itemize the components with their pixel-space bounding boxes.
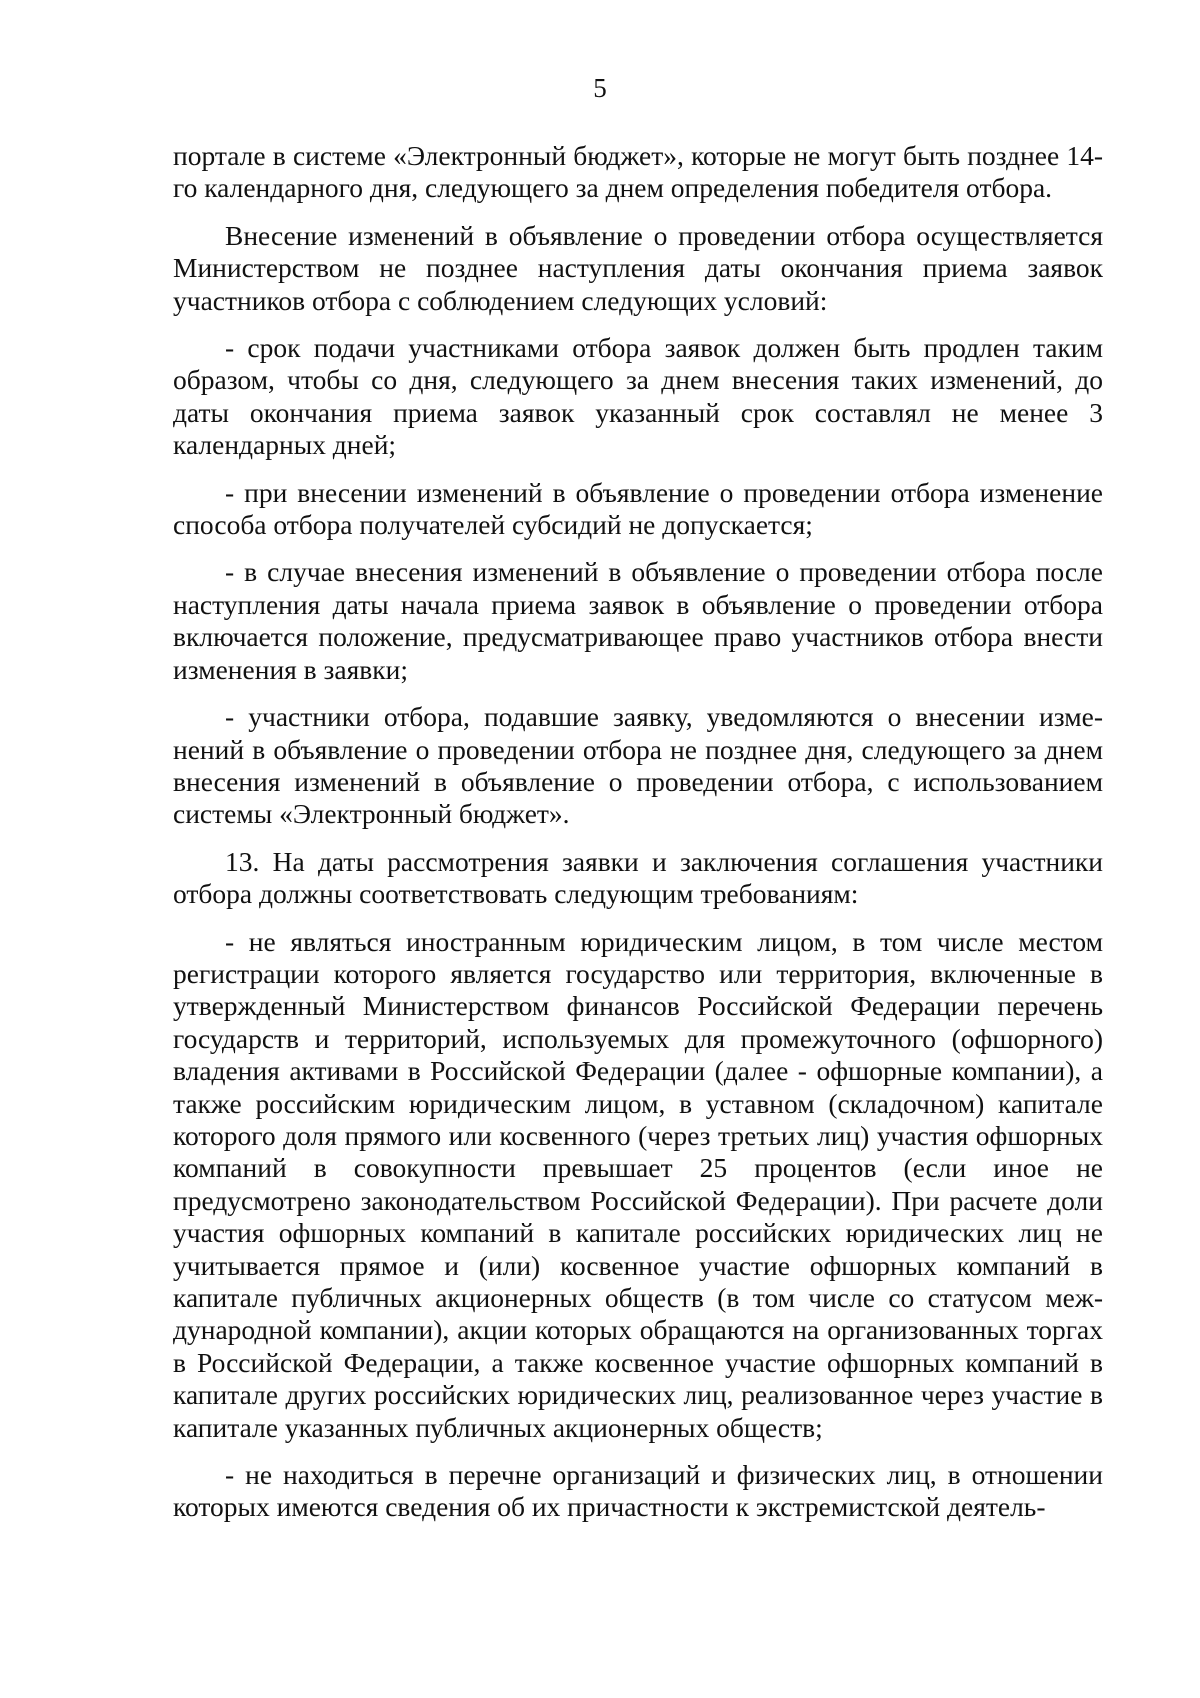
paragraph-continuation: портале в системе «Электронный бюджет», которые не могут быть позднее 14-го календарного дня, следующего за днем определения победителя отбора. [173, 140, 1103, 204]
paragraph-section-13: 13. На даты рассмотрения заявки и заключения соглашения участники отбора должны соответствовать следующим требованиям: [173, 845, 1103, 910]
paragraph-amendment-intro: Внесение изменений в объявление о проведении отбора осуществляется Министерством не позднее наступления даты окончания приема заявок участников отбора с соблюдением следующих условий: [173, 219, 1103, 316]
paragraph-deadline-extension: - срок подачи участниками отбора заявок должен быть продлен таким образом, чтобы со дня, следующего за днем внесения таких изменений, до даты окончания приема заявок указанный срок составлял не менее 3 календарных дней; [173, 332, 1103, 461]
paragraph-method-change: - при внесении изменений в объявление о проведении отбора изменение способа отбора получателей субсидий не допускается; [173, 476, 1103, 541]
paragraph-participant-notice: - участники отбора, подавшие заявку, уведомляются о внесении изменений в объявление о проведении отбора не позднее дня, следующего за днем внесения изменений в объявление о проведении отбора, с использованием системы «Электронный бюджет». [173, 701, 1103, 830]
document-body [173, 140, 1103, 1539]
paragraph-application-changes: - в случае внесения изменений в объявление о проведении отбора после наступления даты начала приема заявок в объявление о проведении отбора включается положение, предусматривающее право участников отбора внести изменения в заявки; [173, 556, 1103, 685]
page-number: 5 [593, 73, 607, 103]
paragraph-offshore-requirement: - не являться иностранным юридическим лицом, в том числе местом регистрации которого является государство или территория, включенные в утвержденный Министерством финансов Российской Федерации перечень государств и территорий, используемых для промежуточного (офшорного) владения активами в Российской Федерации (далее - офшорные компании), а также российским юридическим лицом, в уставном (складочном) капитале которого доля прямого или косвенного (через третьих лиц) участия офшорных компаний в совокупности превышает 25 процентов (если иное не предусмотрено законодательством Российской Федерации). При расчете доли участия офшорных компаний в капитале российских юридических лиц не учитывается прямое и (или) косвенное участие офшорных компаний в капитале публичных акционерных обществ (в том числе со статусом международной компании), акции которых обращаются на организованных торгах в Российской Федерации, а также косвенное участие офшорных компаний в капитале других российских юридических лиц, реализованное через участие в капитале указанных публичных акционерных обществ; [173, 925, 1103, 1443]
paragraph-extremism-requirement: - не находиться в перечне организаций и физических лиц, в отношении которых имеются сведения об их причастности к экстремистской деятель- [173, 1459, 1103, 1523]
